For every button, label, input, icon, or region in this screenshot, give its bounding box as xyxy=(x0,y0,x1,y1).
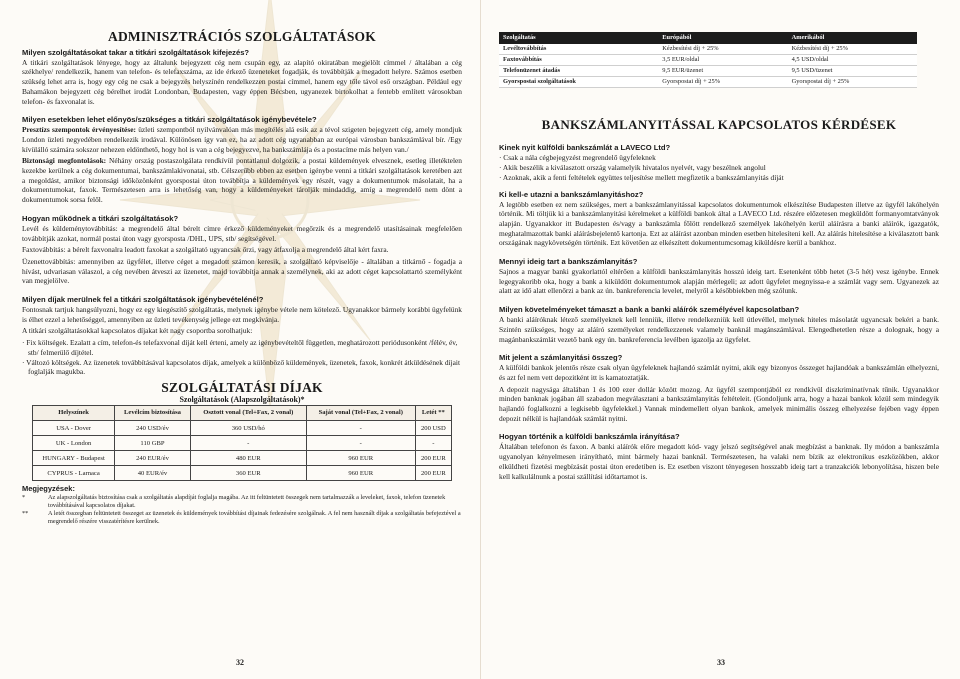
table-cell: 200 EUR xyxy=(415,451,451,466)
page-title: BANKSZÁMLANYITÁSSAL KAPCSOLATOS KÉRDÉSEK xyxy=(541,116,897,132)
table-row xyxy=(499,54,917,65)
table-cell: 360 EUR xyxy=(190,466,306,481)
column-header: Osztott vonal (Tel+Fax, 2 vonal) xyxy=(190,406,306,421)
list-item: · Akik beszélik a kiválasztott ország valamelyik hivatalos nyelvét, vagy beszélnek angolul xyxy=(499,163,766,173)
note-mark: ** xyxy=(22,510,29,518)
note-text: Az alapszolgáltatás biztosítása csak a szolgáltatás alapdíját foglalja magába. Az itt feltüntetett összegek nem tartalmazzák a leveleket, faxok, telefon üzenetek továbbításával kapcsolatos díjakat. xyxy=(48,494,446,510)
column-header: Levélcím biztosítása xyxy=(115,406,191,421)
table-row xyxy=(499,65,917,76)
paragraph: A legtöbb esetben ez nem szükséges, mert a bankszámlanyitással kapcsolatos dokumentumok elkészítése Budapesten illetve az ügyfél lakóhelyén történik. Mi töltjük ki a bankszámlanyitási kérelmeket a külföldi bankok által a LAVECO Ltd. részére előzetesen megküldött formanyomtatványok alapján. Ugyanakkor itt Budapesten és/vagy a bankszámla főlött rendelkező személyek lakóhelyén kerül aláírásra a banki aláírók, igazgatók, meghatalmazottak banki aláírásbejelentő kartonja. Ezt az aláírást azonban minden esetben hitelesíteni kell. Az aláírás hitelesítése a kiválasztott bank országának nagykövetségén történik. Ezt követően az elkészített dokumentumcsomag kiküldésre kerül a bankhoz. xyxy=(499,199,939,248)
question-heading: Hogyan történik a külföldi bankszámla irányítása? xyxy=(499,432,680,442)
right-content xyxy=(499,0,939,483)
table-cell: 3,5 EUR/oldal xyxy=(658,54,787,65)
table-cell: 240 EUR/év xyxy=(115,451,191,466)
column-header: Helyszínek xyxy=(33,406,115,421)
table-header-row xyxy=(499,32,917,44)
fees-subtitle: Szolgáltatások (Alapszolgáltatások)* xyxy=(179,394,305,404)
question-heading: Hogyan működnek a titkári szolgáltatások? xyxy=(22,213,179,223)
fees-title: SZOLGÁLTATÁSI DÍJAK xyxy=(161,379,323,395)
paragraph: Fontosnak tartjuk hangsúlyozni, hogy ez egy kiegészítő szolgáltatás, melynek igénybe vétele nem kötelező. Ugyanakkor bármely korábbi ügyfelünk is élhet ezzel a lehetőséggel, amennyiben az üzleti tevékenység jellege ezt megkívánja. xyxy=(22,305,462,324)
table-cell: Kézbesítési díj + 25% xyxy=(788,44,917,55)
table-header-row xyxy=(33,406,452,421)
paragraph: A titkári szolgáltatások lényege, hogy az általunk bejegyzett cég nem csupán egy, az alapító okiratában megjelölt címmel / általában a cég székhelye/ rendelkezik, hanem van telefon- és telefaxszáma, az ide érkező üzeneteket fogadják, és továbbítják a megadott helyre. Számos esetben szükség lehet arra is, hogy egy cég ne csak a bejegyzés helyszínén rendelkezzen postai címmel, hanem egy tőle távol eső országban. Például egy Bahamákon bejegyzett cég bérelhet irodát Londonban, Budapesten, vagy éppen Bécsben, ugyanezek birtokolhat a fentebb említett városokban telefon- és faxvonalat is. xyxy=(22,57,462,106)
column-header: Európából xyxy=(658,32,787,44)
table-cell: - xyxy=(415,436,451,451)
table-cell: 40 EUR/év xyxy=(115,466,191,481)
paragraph: Levél és küldeménytovábbítás: a megrendelő által bérelt címre érkező küldeményeket megőrzik és a megrendelő utasításainak megfelelően továbbítják azokat, normál postai úton vagy gyorsposta /DHL, UPS, stb/ segítségével. xyxy=(22,223,462,243)
question-heading: Milyen követelményeket támaszt a bank a banki aláírók személyével kapcsolatban? xyxy=(499,305,800,315)
question-heading: Ki kell-e utazni a bankszámlanyitáshoz? xyxy=(499,189,644,199)
column-header: Amerikából xyxy=(788,32,917,44)
paragraph: A depozit nagysága általában 1 és 100 ezer dollár között mozog. Az ügyfél szempontjából ez rendkívül diszkriminatívnak tűnik. Ugyanakkor minden banknak jogában áll szabadon megválasztani a bankszámlanyitás feltételeit. (Gondoljunk arra, hogy a hazai bankok közül sem mindegyik hajlandó foglalkozni a legkisebb ügyfelekkel.) Vannak mindemellett olyan bankok, amelyek minimális összeg elhelyezése fejében vagy éppen depozit nélkül is hajlandóak számlát nyitni. xyxy=(499,384,939,423)
table-cell: 110 GBP xyxy=(115,436,191,451)
table-cell: 480 EUR xyxy=(190,451,306,466)
right-page xyxy=(480,0,960,679)
table-cell: 240 USD/év xyxy=(115,421,191,436)
page-number: 33 xyxy=(717,658,725,667)
paragraph: Általában telefonon és faxon. A banki aláírók előre megadott kód- vagy jelszó segítségével anak megbízást a banknak. Ily módon a bankszámla ugyanolyan kényelmesen irányítható, mint bármely hazai banknál. Természetesen, ha valaki nem bízik az elektronikus eszközökben, akkor elküldheti fizetési megbízását postai úton eredetiben is. Ez esetben viszont tényegesen hosszabb ideig tart a tranzakciók lebonyolítása, hiszen bele kell kalkulálnunk a postai szállítási időtartamot is. xyxy=(499,442,939,481)
column-header: Szolgáltatás xyxy=(499,32,658,44)
table-cell: 960 EUR xyxy=(306,451,415,466)
paragraph: Üzenettovábbítás: amennyiben az ügyfélet, illetve céget a megadott számon keresik, a szolgáltató képviselője - általában a titkárnő - fogadja a hívást, udvariasan válaszol, a cég nevében átveszi az üzenetet, majd továbbítja annak a személynek, aki az adott céget kapcsolattartó személyként van megjelölve. xyxy=(22,256,462,286)
note-mark: * xyxy=(22,494,26,502)
table-cell: Levéltovábbítás xyxy=(499,44,658,55)
table-cell: 200 USD xyxy=(415,421,451,436)
rates-table xyxy=(499,32,917,88)
question-heading: Mit jelent a számlanyitási összeg? xyxy=(499,353,623,363)
table-row xyxy=(499,44,917,55)
page-title: ADMINISZTRÁCIÓS SZOLGÁLTATÁSOK xyxy=(108,29,376,44)
table-cell: Gyorspostai szolgáltatások xyxy=(499,76,658,87)
left-content xyxy=(22,0,462,526)
question-heading: Milyen díjak merülnek fel a titkári szolgáltatások igénybevételénél? xyxy=(22,295,264,305)
fees-table xyxy=(32,405,452,481)
paragraph-body: üzleti szempontból nyilvánvalóan más megítélés alá esik az a tévol szigeten bejegyzett cég, amely mondjuk London üzleti negyedében rendelkezik irodával. Különösen így van ez, ha az adott cég ugyanabban az európai városban bankszámlával bír. /Egy kívülálló számára sokszor nehezen eldönthető, hogy hol is van a cég bejegyezve, ha bankszámlája és a postacíme más helyen van./ xyxy=(22,125,463,154)
question-heading: Kinek nyit külföldi bankszámlát a LAVECO Ltd? xyxy=(499,143,671,153)
table-cell: 200 EUR xyxy=(415,466,451,481)
table-row xyxy=(33,451,452,466)
paragraph xyxy=(22,156,462,205)
paragraph xyxy=(22,125,462,154)
table-row xyxy=(499,76,917,87)
table-cell: - xyxy=(306,436,415,451)
page-number: 32 xyxy=(236,658,244,667)
table-cell: Gyorspostai díj + 25% xyxy=(658,76,787,87)
table-cell: 9,5 USD/üzenet xyxy=(788,65,917,76)
paragraph: Faxtovábbítás: a bérelt faxvonalra leadott faxokat a szolgáltató ugyancsak őrzi, vagy átfaxolja a megrendelő által kért faxra. xyxy=(22,245,389,255)
table-cell: UK - London xyxy=(33,436,115,451)
table-row xyxy=(33,466,452,481)
notes xyxy=(22,485,462,526)
table-cell: Gyorspostai díj + 25% xyxy=(788,76,917,87)
paragraph-lead: Biztonsági megfontolások: xyxy=(22,156,107,166)
column-header: Letét ** xyxy=(415,406,451,421)
list-item: · Csak a nála cégbejegyzést megrendelő ügyfeleknek xyxy=(499,153,656,163)
question-heading: Milyen szolgáltatásokat takar a titkári szolgáltatások kifejezés? xyxy=(22,47,250,57)
table-row xyxy=(33,421,452,436)
note xyxy=(22,510,462,526)
note-text: A letét összegban feltüntetett összeget az üzenetek és küldemények továbbítási díjainak fedezésére szolgálnak. A fel nem használt díjak a szolgáltatás befejeztével a megrendelő részére visszatérítésre kerülnek. xyxy=(48,510,461,526)
table-cell: USA - Dover xyxy=(33,421,115,436)
table-row xyxy=(33,436,452,451)
paragraph: A külföldi bankok jelentős része csak olyan ügyfeleknek hajlandó számlát nyitni, akik egy bizonyos összeget hajlandóak a bankszámlán elhelyezni, és azt fel nem vett depozitként itt is kamatoztatják. xyxy=(499,363,939,382)
table-cell: Telefonüzenet átadás xyxy=(499,65,658,76)
column-header: Saját vonal (Tel+Fax, 2 vonal) xyxy=(306,406,415,421)
table-cell: 360 USD/hó xyxy=(190,421,306,436)
table-cell: CYPRUS - Larnaca xyxy=(33,466,115,481)
table-cell: 9,5 EUR/üzenet xyxy=(658,65,787,76)
question-heading: Milyen esetekben lehet előnyös/szükséges a titkári szolgáltatások igénybevétele? xyxy=(22,115,317,125)
cost-list xyxy=(22,338,462,377)
notes-title: Megjegyzések: xyxy=(22,484,75,494)
paragraph: A titkári szolgáltatásokkal kapcsolatos díjakat két nagy csoportba sorolhatjuk: xyxy=(22,326,253,336)
table-cell: 4,5 USD/oldal xyxy=(788,54,917,65)
list-item: · Változó költségek. Az üzenetek továbbításával kapcsolatos díjak, amelyek a különböző küldemények, üzenetek, faxok, konkrét átküldésének díjait foglalják magukba. xyxy=(22,357,461,377)
table-cell: 960 EUR xyxy=(306,466,415,481)
eligibility-list xyxy=(499,153,939,182)
table-cell: Faxtovábbítás xyxy=(499,54,658,65)
question-heading: Mennyi ideig tart a bankszámlanyitás? xyxy=(499,257,638,267)
list-item: · Fix költségek. Ezalatt a cím, telefon-és telefaxvonal díját kell érteni, amely az igénybevételtől független, meghatározott periódusonként /félév, év, stb/ felmerülő díjtétel. xyxy=(22,338,458,357)
table-cell: Kézbesítési díj + 25% xyxy=(658,44,787,55)
paragraph-body: Néhány ország postaszolgálata rendkívül pontatlanul dolgozik, a postai küldemények elvesznek, esetleg illetéktelen kezekbe kerülnek a cég dokumentumai, bankszámlakivonatai, stb. Célszerűbb ebben az esetben igénybe venni a titkári szolgáltatások keretében azt a megoldást, amikor biztonsági időközönként gyorspostai úton továbbítja a küldemények egy részét, vagy a dokumentumok másolatait, ha a dokumentumokat, faxok. Természetesen arra is lehetőség van, hogy a küldeményeket tárolják mindaddig, amíg a megrendelő nem dönt a dokumentumok sorsa felől. xyxy=(22,156,462,205)
table-cell: HUNGARY - Budapest xyxy=(33,451,115,466)
paragraph-lead: Presztízs szempontok érvényesítése: xyxy=(22,125,136,135)
note xyxy=(22,494,462,510)
list-item: · Azoknak, akik a fenti feltételek együttes teljesítése mellett megfizetik a bankszámlanyitás díját xyxy=(499,172,784,182)
paragraph: A banki aláíróknak létező személyeknek kell lenniük, illetve rendelkezniük kell útlevéllel, melynek hiteles másolatát ugyancsak bekéri a bank. Szintén szükséges, hogy az aláíró személyeket rendelkezzenek valamely banknál magánszámlával. Elengedhetetlen része a dolognak, hogy a magánbankszámlát vezető bank egy ún. bankreferencia levélben igazolja az ügyfelet. xyxy=(499,315,939,344)
paragraph: Sajnos a magyar banki gyakorlattól eltérően a külföldi bankszámlanyitás hosszú ideig tart. Esetenként több hetet (3-5 hét) vesz igénybe. Ennek legegyakoribb oka, hogy a bank a kiküldött dokumentumok alapján mérlegeli; az adott ügyfelet megnyissa-e a számlát vagy sem. Ugyanezek az alatt az idő alatt ellenőrzi a bank az ún. bankreferencia levelet, melyről a későbbiekben még szólunk. xyxy=(499,267,939,296)
table-cell: - xyxy=(306,421,415,436)
table-cell: - xyxy=(190,436,306,451)
